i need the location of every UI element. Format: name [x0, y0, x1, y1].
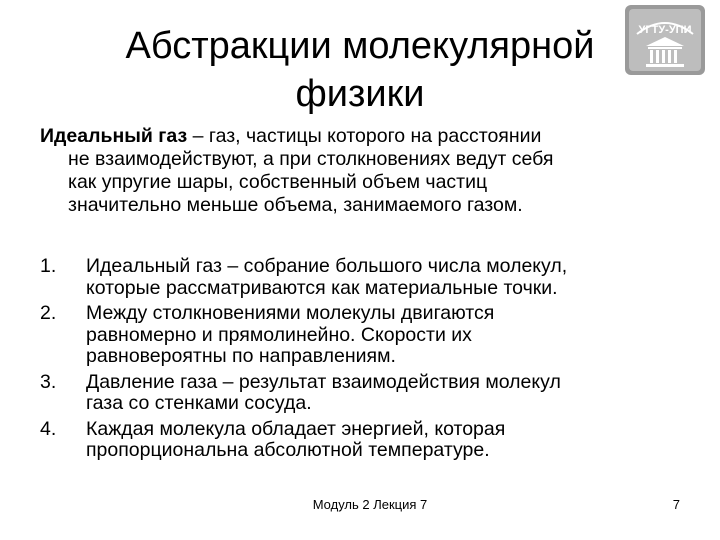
slide-title-line-1: Абстракции молекулярной [125, 25, 595, 67]
assumptions-list [40, 256, 700, 466]
university-logo [624, 4, 706, 76]
definition-line-2: не взаимодействуют, а при столкновениях ведут себя [68, 148, 554, 170]
list-item-line: Давление газа – результат взаимодействия молекул [86, 370, 561, 393]
list-item [40, 256, 700, 299]
list-item-number: 2. [40, 302, 57, 324]
list-item-line: равномерно и прямолинейно. Скорости их [86, 323, 472, 346]
university-logo-icon [624, 4, 706, 76]
definition-line-1-rest: – газ, частицы которого на расстоянии [187, 125, 542, 147]
list-item-line: Идеальный газ – собрание большого числа молекул, [86, 255, 568, 277]
definition-term: Идеальный газ [40, 125, 188, 147]
list-item-line: Каждая молекула обладает энергией, которая [86, 417, 506, 440]
slide-title-line-2: физики [295, 73, 425, 115]
list-item-line: равновероятны по направлениям. [86, 345, 396, 367]
list-item-number: 1. [40, 255, 57, 277]
footer-module-label: Модуль 2 Лекция 7 [312, 497, 428, 512]
list-item-line: которые рассматриваются как материальные точки. [86, 276, 558, 299]
list-item-line: Между столкновениями молекулы двигаются [86, 302, 495, 324]
page-number: 7 [672, 497, 680, 512]
definition-line-1 [40, 125, 700, 148]
ideal-gas-definition [40, 125, 700, 217]
list-item-line: пропорциональна абсолютной температуре. [86, 439, 490, 461]
list-item [40, 303, 700, 368]
list-item [40, 372, 700, 415]
definition-line-4: значительно меньше объема, занимаемого газом. [68, 194, 523, 216]
list-item-line: газа со стенками сосуда. [86, 392, 312, 414]
list-item-number: 4. [40, 417, 57, 440]
list-item-number: 3. [40, 370, 57, 393]
list-item [40, 419, 700, 462]
logo-text: УГТУ-УПИ [638, 24, 692, 36]
definition-line-3: как упругие шары, собственный объем частиц [68, 171, 488, 193]
slide-title [70, 22, 650, 118]
